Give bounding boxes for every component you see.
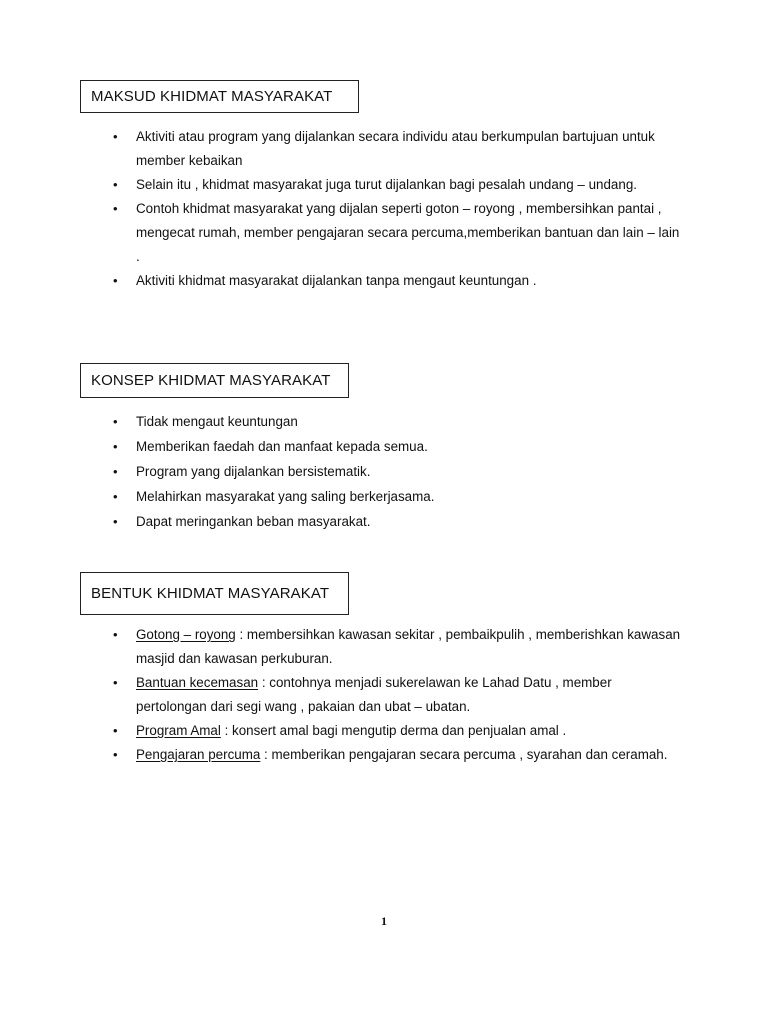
bullet-icon: • [113, 514, 118, 529]
heading-konsep: KONSEP KHIDMAT MASYARAKAT [80, 363, 349, 398]
bullet-icon: • [113, 464, 118, 479]
item-text: : konsert amal bagi mengutip derma dan penjualan amal . [220, 723, 567, 738]
bullet-icon: • [113, 439, 118, 454]
bullet-icon: • [113, 747, 118, 762]
heading-maksud: MAKSUD KHIDMAT MASYARAKAT [80, 80, 359, 113]
bullet-icon: • [113, 273, 118, 288]
item-text: : contohnya menjadi sukerelawan ke Lahad Datu , member pertolongan dari segi wang , pakaian dan ubat – ubatan. [136, 675, 612, 714]
list-item [0, 434, 768, 459]
bullet-list [0, 623, 768, 767]
bullet-icon: • [113, 201, 118, 216]
list-item [0, 125, 768, 173]
bullet-icon: • [113, 129, 118, 144]
item-text: Program yang dijalankan bersistematik. [136, 464, 371, 479]
item-text: Tidak mengaut keuntungan [136, 414, 298, 429]
item-term: Pengajaran percuma [136, 747, 261, 762]
list-item [0, 459, 768, 484]
heading-bentuk: BENTUK KHIDMAT MASYARAKAT [80, 572, 349, 615]
bullet-icon: • [113, 627, 118, 642]
item-text: : membersihkan kawasan sekitar , pembaikpulih , memberishkan kawasan masjid dan kawasan perkuburan. [136, 627, 681, 666]
list-item [0, 719, 768, 743]
list-item [0, 671, 768, 719]
item-text: Selain itu , khidmat masyarakat juga turut dijalankan bagi pesalah undang – undang. [136, 177, 637, 192]
item-text: Contoh khidmat masyarakat yang dijalan seperti goton – royong , membersihkan pantai , mengecat rumah, member pengajaran secara percuma,memberikan bantuan dan lain – lain . [136, 201, 680, 264]
bullet-icon: • [113, 177, 118, 192]
list-item [0, 743, 768, 767]
list-item [0, 409, 768, 434]
item-text: Dapat meringankan beban masyarakat. [136, 514, 371, 529]
item-text: Aktiviti atau program yang dijalankan secara individu atau berkumpulan bartujuan untuk member kebaikan [136, 129, 655, 168]
bullet-icon: • [113, 414, 118, 429]
bullet-list [0, 409, 768, 534]
list-item [0, 197, 768, 269]
item-text: : memberikan pengajaran secara percuma , syarahan dan ceramah. [260, 747, 668, 762]
bullet-icon: • [113, 489, 118, 504]
list-item [0, 509, 768, 534]
list-item [0, 484, 768, 509]
list-item [0, 173, 768, 197]
list-item [0, 269, 768, 293]
item-term: Bantuan kecemasan [136, 675, 259, 690]
bullet-icon: • [113, 675, 118, 690]
bullet-list [0, 125, 768, 293]
bullet-icon: • [113, 723, 118, 738]
page-number: 1 [381, 914, 387, 928]
item-term: Gotong – royong [136, 627, 236, 642]
item-text: Aktiviti khidmat masyarakat dijalankan tanpa mengaut keuntungan . [136, 273, 537, 288]
item-text: Memberikan faedah dan manfaat kepada semua. [136, 439, 428, 454]
item-text: Melahirkan masyarakat yang saling berkerjasama. [136, 489, 435, 504]
item-term: Program Amal [136, 723, 221, 738]
list-item [0, 623, 768, 671]
